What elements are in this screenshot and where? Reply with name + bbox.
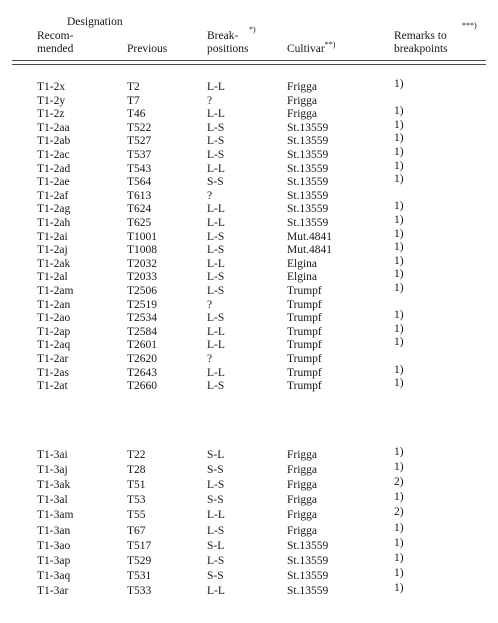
table-row	[0, 175, 498, 189]
breakposition-cell: L-L	[207, 584, 225, 597]
recommended-cell: T1-2y	[37, 94, 66, 107]
previous-cell: T67	[127, 524, 146, 537]
cultivar-cell: Frigga	[287, 94, 318, 107]
previous-cell: T2620	[127, 353, 158, 365]
table-row	[0, 566, 498, 583]
cultivar-cell: Frigga	[287, 494, 318, 507]
previous-cell: T522	[127, 121, 152, 134]
cultivar-cell: St.13559	[287, 176, 329, 189]
cultivar-header-label: Cultivar	[287, 43, 325, 55]
previous-cell: T533	[127, 584, 152, 597]
previous-cell: T2033	[127, 271, 158, 284]
remark-cell: 1)	[394, 309, 404, 322]
table-row	[0, 352, 498, 366]
table-row	[0, 298, 498, 312]
cultivar-cell: Frigga	[287, 479, 318, 492]
designation-header: Designation	[67, 16, 123, 28]
remark-cell: 2)	[394, 506, 404, 519]
table-row	[0, 202, 498, 216]
recommended-cell: T1-2as	[37, 366, 69, 379]
breakposition-cell: L-L	[207, 257, 225, 270]
table-row	[0, 243, 498, 257]
previous-cell: T537	[127, 149, 152, 161]
previous-cell: T2601	[127, 339, 158, 352]
previous-cell: T2660	[127, 380, 158, 393]
recommended-cell: T1-2ae	[37, 176, 70, 189]
breakposition-cell: L-L	[207, 325, 225, 338]
recommended-cell: T1-2x	[37, 81, 66, 93]
cultivar-cell: Trumpf	[287, 339, 322, 352]
remark-cell: 1)	[394, 132, 404, 145]
recommended-cell: T1-3ak	[37, 479, 71, 492]
previous-cell: T1001	[127, 230, 158, 243]
recommended-cell: T1-3ao	[37, 539, 71, 552]
table-row	[0, 80, 498, 94]
previous-cell: T2643	[127, 366, 158, 379]
breakposition-cell: L-S	[207, 524, 225, 537]
cultivar-cell: Frigga	[287, 108, 318, 121]
breakposition-cell: L-S	[207, 149, 225, 161]
table-row	[0, 478, 498, 492]
remark-cell: 1)	[394, 461, 404, 474]
recommended-cell: T1-2ag	[37, 203, 71, 216]
remark-cell: 1)	[394, 282, 404, 294]
cultivar-cell: St.13559	[287, 584, 329, 597]
breakposition-cell: L-L	[207, 509, 225, 522]
table-row	[0, 536, 498, 553]
table-row	[0, 379, 498, 393]
breakposition-cell: S-L	[207, 449, 225, 461]
remark-cell: 1)	[394, 200, 404, 213]
remark-cell: 1)	[394, 363, 404, 376]
remark-cell: 1)	[394, 254, 404, 267]
table-row	[0, 254, 498, 271]
breakposition-cell: S-S	[207, 569, 224, 582]
table-row	[0, 508, 498, 522]
breakposition-cell: L-S	[207, 121, 225, 134]
recommended-cell: T1-2ad	[37, 162, 71, 175]
table-row	[0, 363, 498, 380]
breakposition-cell: L-L	[207, 162, 225, 175]
previous-header: Previous	[127, 43, 168, 55]
recommended-cell: T1-2al	[37, 271, 68, 284]
remark-cell: 1)	[394, 322, 404, 335]
header-rule-bottom	[12, 64, 486, 65]
breakposition-cell: L-S	[207, 230, 225, 243]
breakposition-cell: L-L	[207, 81, 225, 93]
cultivar-footnote-mark: **)	[324, 40, 336, 50]
breakpositions-header: Break- positions *)	[207, 25, 256, 55]
recommended-cell: T1-3al	[37, 494, 68, 507]
remarks-header-label: Remarks to breakpoints	[394, 30, 448, 55]
previous-cell: T53	[127, 494, 146, 507]
remark-cell: 1)	[394, 146, 404, 158]
cultivar-cell: Trumpf	[287, 298, 322, 311]
cultivar-cell: St.13559	[287, 539, 329, 552]
table-row	[0, 270, 498, 284]
remark-cell: 1)	[394, 241, 404, 254]
previous-cell: T543	[127, 162, 152, 175]
table-row	[0, 322, 498, 339]
recommended-cell: T1-2ac	[37, 149, 70, 161]
previous-cell: T624	[127, 203, 152, 216]
breakposition-cell: L-S	[207, 380, 225, 393]
breakposition-cell: L-S	[207, 244, 225, 257]
remark-cell: 1)	[394, 536, 404, 549]
cultivar-cell: St.13559	[287, 569, 329, 582]
table-row	[0, 521, 498, 538]
cultivar-cell: Trumpf	[287, 312, 322, 325]
remark-cell: 1)	[394, 268, 404, 281]
breakposition-cell: L-S	[207, 479, 225, 492]
recommended-cell: T1-3ar	[37, 584, 69, 597]
breakposition-cell: L-S	[207, 135, 225, 148]
cultivar-cell: Mut.4841	[287, 230, 333, 243]
cultivar-cell: Mut.4841	[287, 244, 333, 257]
cultivar-cell: St.13559	[287, 189, 329, 202]
header-rule-top	[12, 60, 486, 61]
remark-cell: 1)	[394, 566, 404, 579]
breakposition-cell: S-S	[207, 494, 224, 507]
previous-cell: T2506	[127, 285, 158, 297]
cultivar-cell: Frigga	[287, 449, 318, 461]
remarks-header: Remarks to breakpoints ***)	[394, 21, 477, 55]
cultivar-cell: St.13559	[287, 121, 329, 134]
previous-cell: T46	[127, 108, 146, 121]
table-row	[0, 107, 498, 121]
previous-cell: T1008	[127, 244, 158, 257]
previous-cell: T2534	[127, 312, 158, 325]
breakposition-cell: S-L	[207, 539, 225, 552]
remark-cell: 2)	[394, 476, 404, 489]
previous-cell: T517	[127, 539, 152, 552]
remark-cell: 1)	[394, 105, 404, 118]
table-row	[0, 134, 498, 148]
cultivar-cell: St.13559	[287, 135, 329, 148]
recommended-cell: T1-2at	[37, 380, 68, 393]
remark-cell: 1)	[394, 551, 404, 564]
remark-cell: 1)	[394, 521, 404, 534]
recommended-cell: T1-2aj	[37, 244, 68, 257]
cultivar-cell: St.13559	[287, 203, 329, 216]
breakposition-cell: ?	[207, 189, 213, 202]
breakposition-cell: S-S	[207, 464, 224, 477]
previous-cell: T2519	[127, 298, 158, 311]
breakposition-cell: L-L	[207, 366, 225, 379]
previous-cell: T2584	[127, 325, 158, 338]
cultivar-cell: Elgina	[287, 257, 318, 270]
recommended-cell: T1-3ai	[37, 449, 68, 461]
remark-cell: 1)	[394, 491, 404, 504]
cultivar-cell: St.13559	[287, 162, 329, 175]
cultivar-cell: Frigga	[287, 81, 318, 93]
table-row	[0, 338, 498, 352]
recommended-cell: T1-3ap	[37, 554, 71, 567]
table-row	[0, 227, 498, 244]
remark-cell: 1)	[394, 118, 404, 131]
cultivar-cell: Trumpf	[287, 325, 322, 338]
previous-cell: T531	[127, 569, 152, 582]
recommended-header: Recom- mended	[37, 30, 74, 55]
cultivar-cell: Trumpf	[287, 380, 322, 393]
table-row	[0, 581, 498, 598]
previous-cell: T7	[127, 94, 140, 107]
breakposition-cell: L-S	[207, 312, 225, 325]
breakposition-cell: ?	[207, 94, 213, 107]
previous-cell: T51	[127, 479, 146, 492]
breakposition-cell: ?	[207, 298, 213, 311]
breakposition-cell: ?	[207, 353, 213, 365]
table-row	[0, 463, 498, 477]
previous-cell: T564	[127, 176, 152, 189]
recommended-cell: T1-2ai	[37, 230, 68, 243]
breakpositions-header-label: Break- positions	[207, 30, 249, 55]
table-row	[0, 311, 498, 325]
remark-cell: 1)	[394, 581, 404, 594]
recommended-cell: T1-3am	[37, 509, 74, 522]
previous-cell: T55	[127, 509, 146, 522]
breakposition-cell: L-L	[207, 203, 225, 216]
breakposition-cell: L-L	[207, 339, 225, 352]
recommended-cell: T1-3an	[37, 524, 71, 537]
previous-cell: T527	[127, 135, 152, 148]
breakposition-cell: L-L	[207, 217, 225, 229]
table-row	[0, 189, 498, 203]
cultivar-cell: St.13559	[287, 217, 329, 229]
breakposition-cell: L-S	[207, 554, 225, 567]
recommended-cell: T1-3aj	[37, 464, 68, 477]
table-row	[0, 284, 498, 298]
remark-cell: 1)	[394, 336, 404, 349]
breakposition-cell: L-S	[207, 285, 225, 297]
remark-cell: 1)	[394, 159, 404, 172]
remark-cell: 1)	[394, 173, 404, 186]
recommended-cell: T1-2aa	[37, 121, 70, 134]
cultivar-cell: Frigga	[287, 524, 318, 537]
previous-cell: T625	[127, 217, 152, 229]
table-row	[0, 551, 498, 568]
remark-cell: 1)	[394, 377, 404, 390]
table-row	[0, 159, 498, 176]
cultivar-header	[287, 40, 336, 56]
previous-cell: T2	[127, 81, 140, 93]
recommended-cell: T1-2ap	[37, 325, 71, 338]
table-row	[0, 118, 498, 135]
cultivar-cell: Trumpf	[287, 353, 322, 365]
table-row	[0, 493, 498, 507]
cultivar-cell: Frigga	[287, 464, 318, 477]
recommended-cell: T1-2am	[37, 285, 74, 297]
table-row	[0, 448, 498, 462]
recommended-cell: T1-2ab	[37, 135, 71, 148]
table-row	[0, 94, 498, 108]
previous-cell: T529	[127, 554, 152, 567]
recommended-cell: T1-2ah	[37, 217, 71, 229]
recommended-cell: T1-2z	[37, 108, 65, 121]
remark-cell: 1)	[394, 446, 404, 458]
cultivar-cell: Trumpf	[287, 285, 322, 297]
breakposition-cell: L-L	[207, 108, 225, 121]
recommended-cell: T1-2af	[37, 189, 69, 202]
remark-cell: 1)	[394, 78, 404, 90]
previous-cell: T2032	[127, 257, 158, 270]
cultivar-cell: Frigga	[287, 509, 318, 522]
table-row	[0, 148, 498, 162]
recommended-cell: T1-2ar	[37, 353, 69, 365]
previous-cell: T28	[127, 464, 146, 477]
breakposition-cell: L-S	[207, 271, 225, 284]
recommended-cell: T1-2ak	[37, 257, 71, 270]
recommended-cell: T1-2an	[37, 298, 71, 311]
breakposition-cell: S-S	[207, 176, 224, 189]
recommended-cell: T1-2ao	[37, 312, 71, 325]
cultivar-cell: Trumpf	[287, 366, 322, 379]
previous-cell: T613	[127, 189, 152, 202]
recommended-cell: T1-2aq	[37, 339, 71, 352]
table-row	[0, 216, 498, 230]
cultivar-cell: Elgina	[287, 271, 318, 284]
previous-cell: T22	[127, 449, 146, 461]
remark-cell: 1)	[394, 227, 404, 240]
remark-cell: 1)	[394, 214, 404, 226]
recommended-cell: T1-3aq	[37, 569, 71, 582]
cultivar-cell: St.13559	[287, 554, 329, 567]
cultivar-cell: St.13559	[287, 149, 329, 161]
